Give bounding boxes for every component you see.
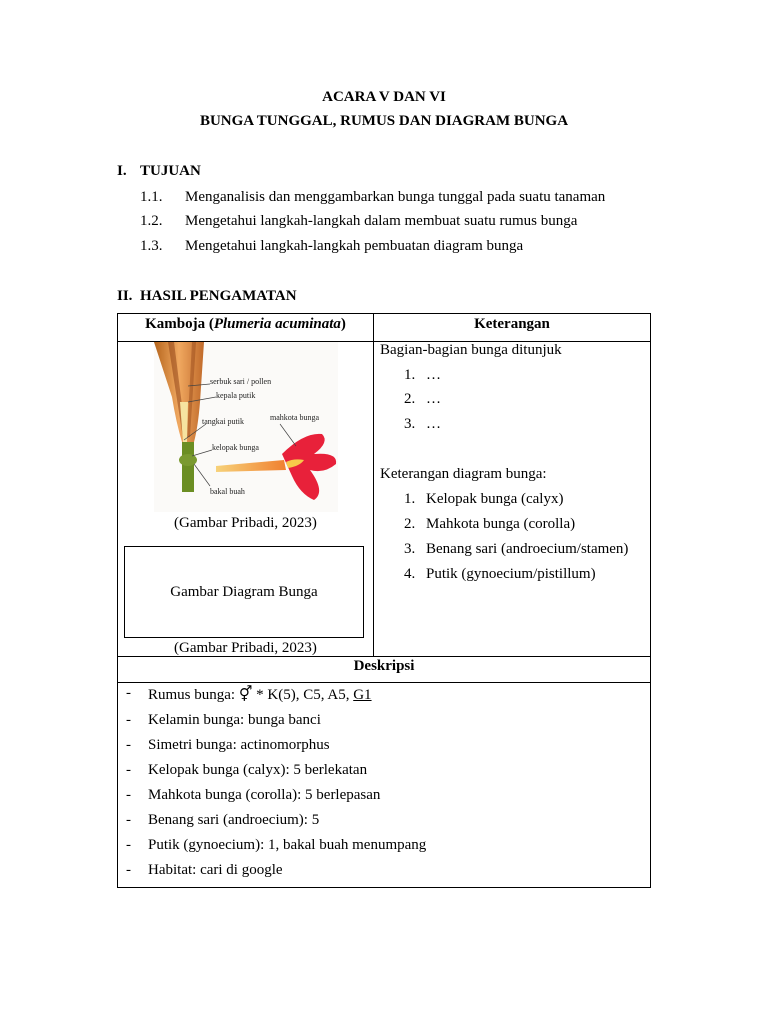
document-title: ACARA V DAN VI	[322, 89, 446, 105]
label-pollen: serbuk sari / pollen	[210, 377, 272, 386]
deskripsi-text: Kelopak bunga (calyx): 5 berlekatan	[148, 762, 368, 778]
deskripsi-header: Deskripsi	[353, 658, 415, 674]
parts-item-text: …	[426, 367, 441, 383]
section-2-heading: HASIL PENGAMATAN	[140, 288, 297, 304]
tujuan-item-text: Menganalisis dan menggambarkan bunga tunggal pada suatu tanaman	[185, 189, 606, 205]
species-name: Plumeria acuminata	[213, 316, 341, 332]
rumus-gynoecium: G1	[353, 687, 372, 703]
table-header-specimen	[118, 316, 373, 333]
deskripsi-text: Kelamin bunga: bunga banci	[148, 712, 321, 728]
label-corolla: mahkota bunga	[270, 413, 320, 422]
parts-item-number: 2.	[404, 391, 416, 407]
table-divider	[118, 682, 650, 683]
bullet-dash: -	[126, 862, 131, 878]
header-suffix: )	[340, 316, 346, 332]
rumus-prefix: Rumus bunga: ⚥ * K(5), C5, A5,	[148, 687, 354, 703]
tujuan-item-text: Mengetahui langkah-langkah pembuatan diagram bunga	[185, 238, 524, 254]
label-ovary: bakal buah	[210, 487, 245, 496]
parts-item-number: 1.	[404, 367, 416, 383]
diagram-item-text: Kelopak bunga (calyx)	[426, 491, 564, 507]
bullet-dash: -	[126, 787, 131, 803]
label-calyx: kelopak bunga	[212, 443, 259, 452]
observation-table	[117, 313, 651, 888]
table-header-keterangan: Keterangan	[474, 316, 550, 332]
diagram-item-text: Mahkota bunga (corolla)	[426, 516, 576, 532]
flower-photo	[154, 342, 338, 512]
header-prefix: Kamboja (	[145, 316, 214, 332]
bullet-dash: -	[126, 812, 131, 828]
diagram-item-number: 4.	[404, 566, 416, 582]
parts-item-text: …	[426, 416, 441, 432]
tujuan-item-number: 1.3.	[140, 238, 163, 254]
bullet-dash: -	[126, 837, 131, 853]
tujuan-item-number: 1.2.	[140, 213, 163, 229]
document-subtitle: BUNGA TUNGGAL, RUMUS DAN DIAGRAM BUNGA	[199, 113, 569, 129]
parts-intro: Bagian-bagian bunga ditunjuk	[380, 342, 562, 358]
tujuan-item-text: Mengetahui langkah-langkah dalam membuat suatu rumus bunga	[185, 213, 578, 229]
table-column-divider	[373, 314, 374, 656]
parts-item-text: …	[426, 391, 441, 407]
deskripsi-text: Simetri bunga: actinomorphus	[148, 737, 330, 753]
bullet-dash: -	[126, 685, 131, 701]
flower-image	[154, 342, 338, 512]
diagram-intro: Keterangan diagram bunga:	[380, 466, 547, 482]
diagram-item-number: 2.	[404, 516, 416, 532]
tujuan-item-number: 1.1.	[140, 189, 163, 205]
bullet-dash: -	[126, 737, 131, 753]
deskripsi-text: Habitat: cari di google	[148, 862, 283, 878]
parts-item-number: 3.	[404, 416, 416, 432]
photo-caption: (Gambar Pribadi, 2023)	[174, 515, 317, 531]
diagram-placeholder-box	[124, 546, 364, 638]
section-2-numeral: II.	[117, 288, 133, 304]
bullet-dash: -	[126, 762, 131, 778]
label-stigma: kepala putik	[216, 391, 256, 400]
diagram-item-number: 3.	[404, 541, 416, 557]
diagram-item-number: 1.	[404, 491, 416, 507]
diagram-caption: (Gambar Pribadi, 2023)	[174, 640, 317, 656]
section-1-numeral: I.	[117, 163, 127, 179]
deskripsi-text: Putik (gynoecium): 1, bakal buah menumpang	[148, 837, 427, 853]
deskripsi-text: Benang sari (androecium): 5	[148, 812, 320, 828]
bullet-dash: -	[126, 712, 131, 728]
diagram-placeholder-text: Gambar Diagram Bunga	[170, 583, 318, 600]
label-style: tangkai putik	[202, 417, 244, 426]
diagram-item-text: Putik (gynoecium/pistillum)	[426, 566, 596, 582]
section-1-heading: TUJUAN	[140, 163, 201, 179]
rumus-bunga-text	[148, 685, 372, 704]
deskripsi-text: Mahkota bunga (corolla): 5 berlepasan	[148, 787, 381, 803]
diagram-item-text: Benang sari (androecium/stamen)	[426, 541, 629, 557]
